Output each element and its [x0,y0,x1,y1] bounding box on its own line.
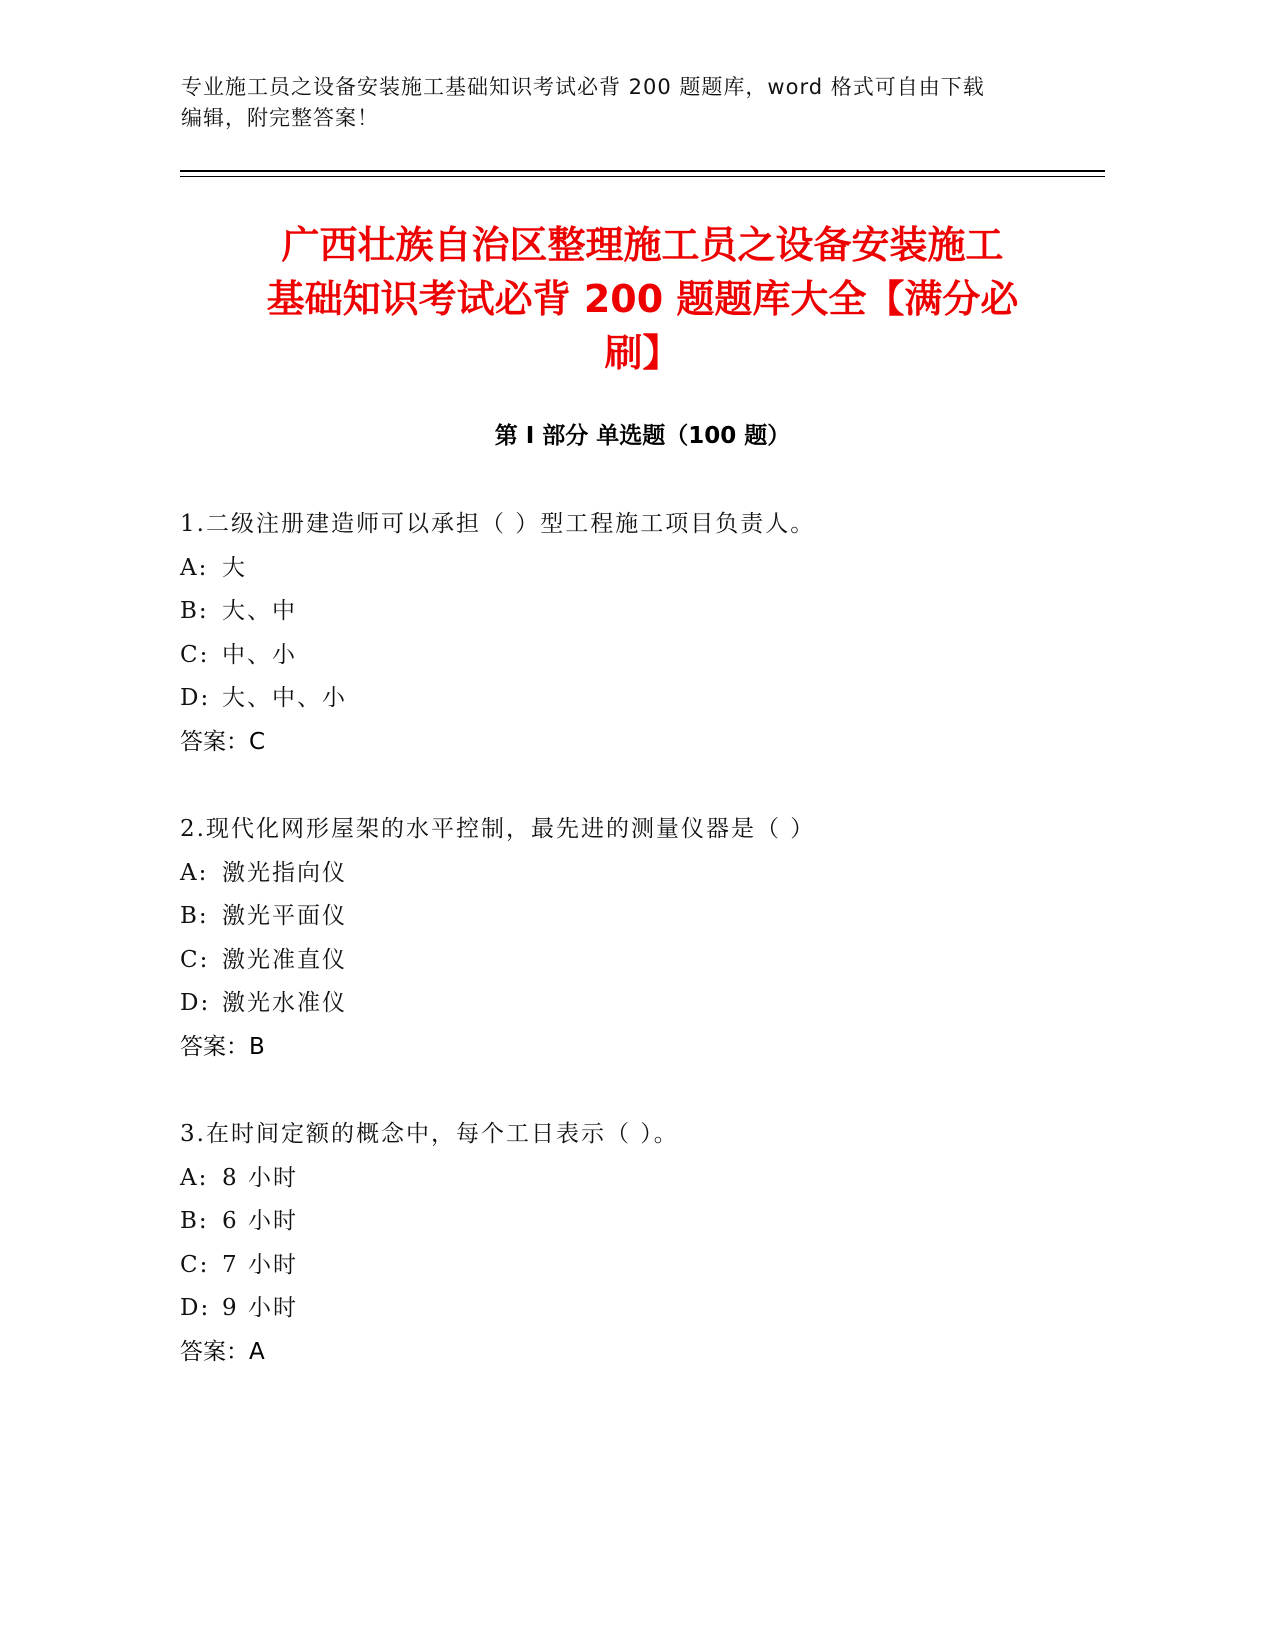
option-text: 大 [222,554,247,581]
section-heading: 第 I 部分 单选题（100 题） [494,423,791,449]
option-letter: C: [180,946,210,973]
question-stem: 1.二级注册建造师可以承担（ ）型工程施工项目负责人。 [180,511,816,537]
option-letter: B: [180,598,209,624]
option-d [180,1287,1105,1331]
answer-line: 答案：B [180,1033,265,1060]
option-letter: D: [180,1295,211,1321]
header-line-2: 编辑，附完整答案！ [181,106,379,130]
answer-line: 答案：A [180,1338,265,1365]
option-text: 中、小 [222,641,297,668]
option-b [180,590,1105,634]
option-letter: C: [180,1251,210,1278]
option-letter: C: [180,641,210,668]
title-line-2: 基础知识考试必背 200 题题库大全【满分必 [266,277,1019,321]
option-text: 激光指向仪 [222,859,347,886]
option-b [180,1200,1105,1244]
option-letter: A: [180,554,209,581]
question-stem: 3.在时间定额的概念中，每个工日表示（ ）。 [180,1121,679,1147]
option-d [180,677,1105,721]
option-d [180,982,1105,1026]
option-c [180,939,1105,983]
option-text: 激光准直仪 [222,946,347,973]
question-list [180,503,1105,1418]
option-text: 8 小时 [222,1164,298,1191]
answer-line: 答案：C [180,728,266,755]
option-b [180,895,1105,939]
document-header [181,72,1051,134]
question-2 [180,808,1105,1069]
option-text: 9 小时 [222,1295,298,1321]
question-1 [180,503,1105,764]
option-a [180,852,1105,896]
option-letter: D: [180,990,211,1016]
option-text: 7 小时 [222,1251,298,1278]
option-text: 激光水准仪 [222,990,347,1016]
option-letter: A: [180,1164,209,1191]
header-line-1: 专业施工员之设备安装施工基础知识考试必背 200 题题库，word 格式可自由下载 [181,75,985,99]
option-c [180,1244,1105,1288]
option-a [180,547,1105,591]
option-text: 6 小时 [222,1208,298,1234]
option-letter: B: [180,1208,209,1234]
title-line-1: 广西壮族自治区整理施工员之设备安装施工 [281,223,1004,267]
header-divider-thin [180,176,1105,177]
option-a [180,1157,1105,1201]
option-letter: A: [180,859,209,886]
option-letter: D: [180,685,211,711]
option-letter: B: [180,903,209,929]
question-stem: 2.现代化网形屋架的水平控制，最先进的测量仪器是（ ） [180,816,816,842]
option-text: 激光平面仪 [222,903,347,929]
question-3 [180,1113,1105,1374]
header-divider-thick [180,170,1105,172]
option-c [180,634,1105,678]
option-text: 大、中、小 [222,685,347,711]
title-line-3: 刷】 [604,331,681,375]
document-title [180,218,1105,380]
option-text: 大、中 [222,598,297,624]
